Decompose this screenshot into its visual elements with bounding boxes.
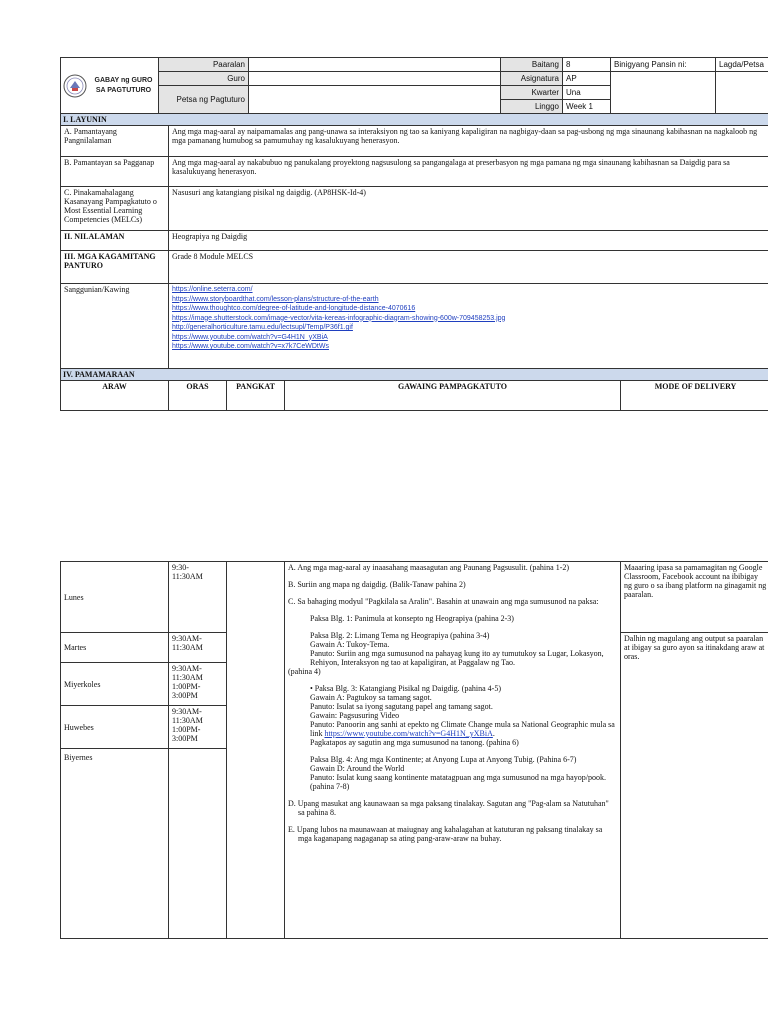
time-martes: 9:30AM- 11:30AM	[169, 633, 227, 663]
nilalaman-text: Heograpiya ng Daigdig	[169, 231, 768, 251]
guro-label: Guro	[159, 72, 249, 86]
paaralan-label: Paaralan	[159, 58, 249, 72]
activity-c: C. Sa bahaging modyul "Pagkilala sa Aralin". Basahin at unawain ang mga sumusunod na paksa:	[288, 597, 599, 606]
reference-link[interactable]: https://online.seterra.com/	[172, 286, 253, 293]
oras-column-header: ORAS	[169, 381, 227, 411]
time-lunes: 9:30- 11:30AM	[169, 562, 227, 633]
pamantayang-pangnilalaman-label: A. Pamantayang Pangnilalaman	[61, 126, 169, 157]
header-table	[60, 57, 768, 114]
reference-link[interactable]: https://www.youtube.com/watch?v=x7k7CeWDtWs	[172, 343, 329, 350]
gawain-column-header: GAWAING PAMPAGKATUTO	[285, 381, 621, 411]
guro-value[interactable]	[249, 72, 501, 86]
reference-link[interactable]: https://www.storyboardthat.com/lesson-plans/structure-of-the-earth	[172, 295, 379, 303]
paksa-4-panuto: Panuto: Isulat kung saang kontinente matatagpuan ang mga sumusunod na mga hayop/pook. (pahina 7-8)	[310, 773, 606, 791]
mode-delivery-2: Dalhin ng magulang ang output sa paaralan at ibigay sa guro ayon sa itinakdang araw at oras.	[621, 633, 768, 939]
paksa-2-pahina: (pahina 4)	[288, 667, 321, 676]
baitang-label: Baitang	[501, 58, 563, 72]
time-huwebes: 9:30AM- 11:30AM 1:00PM- 3:00PM	[169, 706, 227, 749]
day-huwebes: Huwebes	[61, 706, 169, 749]
pamantayan-sa-pagganap-label: B. Pamantayan sa Pagganap	[61, 157, 169, 187]
paksa-2-gawain: Gawain A: Tukoy-Tema.	[310, 640, 390, 649]
activity-e: E. Upang lubos na maunawaan at maiugnay ang kahalagahan at katuturan ng paksang tinalakay sa mga kaganapang nagaganap sa ating pang-araw-araw na buhay.	[288, 825, 603, 843]
kwarter-value[interactable]: Una	[563, 86, 611, 100]
nilalaman-label: II. NILALAMAN	[61, 231, 169, 251]
logo-cell	[61, 58, 159, 114]
paksa-3-gawain-a: Gawain A: Pagtukoy sa tamang sagot.	[310, 693, 432, 702]
reference-link[interactable]: https://www.youtube.com/watch?v=G4H1N_yXBiA	[172, 333, 328, 341]
melcs-text: Nasusuri ang katangiang pisikal ng daigdig. (AP8HSK-Id-4)	[169, 187, 768, 231]
binigyang-value[interactable]	[611, 72, 716, 114]
paksa-1: Paksa Blg. 1: Panimula at konsepto ng Heograpiya (pahina 2-3)	[310, 614, 514, 623]
day-lunes: Lunes	[61, 562, 169, 633]
schedule-table	[60, 561, 768, 939]
binigyang-label: Binigyang Pansin ni:	[611, 58, 716, 72]
lagda-value[interactable]	[716, 72, 768, 114]
paksa-2: Paksa Blg. 2: Limang Tema ng Heograpiya (pahina 3-4)	[310, 631, 490, 640]
deped-seal-icon	[63, 74, 87, 98]
day-biyernes: Biyernes	[61, 749, 169, 939]
paksa-3-panuto-text: Panuto: Panoorin ang sanhi at epekto ng Climate Change mula sa National Geographic mula sa link	[310, 720, 615, 738]
day-miyerkoles: Miyerkoles	[61, 663, 169, 706]
paksa-3-panuto-video: Panuto: Panoorin ang sanhi at epekto ng Climate Change mula sa National Geographic mula sa link https://www.youtube.com/watch?v=G4H1N_yXBiA.	[310, 720, 615, 738]
araw-column-header: ARAW	[61, 381, 169, 411]
reference-link[interactable]: http://generalhorticulture.tamu.edu/lectsupl/Temp/P36f1.gif	[172, 324, 353, 331]
pangkat-cell	[227, 562, 285, 939]
reference-link[interactable]: https://image.shutterstock.com/image-vector/vita-kereas-infographic-diagram-showing-600w-709458253.jpg	[172, 314, 506, 322]
asignatura-label: Asignatura	[501, 72, 563, 86]
lagda-label: Lagda/Petsa	[716, 58, 768, 72]
logo-text: GABAY ng GURO SA PAGTUTURO	[94, 76, 153, 94]
paksa-3-panuto: Panuto: Isulat sa iyong sagutang papel ang tamang sagot.	[310, 702, 493, 711]
mode-column-header: MODE OF DELIVERY	[621, 381, 768, 411]
activity-a: A. Ang mga mag-aaral ay inaasahang maasagutan ang Paunang Pagsusulit. (pahina 1-2)	[288, 563, 570, 572]
pamantayan-sa-pagganap-text: Ang mga mag-aaral ay nakabubuo ng panukalang proyektong nagsusulong sa pangangalaga at preserbasyon ng mga pamana ng mga sinaunang kabihasnan sa Daigdig para sa kasalukuyang henerasyon.	[169, 157, 768, 187]
linggo-label: Linggo	[501, 100, 563, 114]
kwarter-label: Kwarter	[501, 86, 563, 100]
gawain-cell	[285, 562, 621, 939]
pamantayang-pangnilalaman-text: Ang mga mag-aaral ay naipamamalas ang pang-unawa sa interaksiyon ng tao sa kaniyang kapaligiran na nagbigay-daan sa pag-usbong ng mga sinaunang kabihasnan na nagkaloob ng mga pamanang humubog sa pamumuhay ng kasalukuyang henerasyon.	[169, 126, 768, 157]
time-biyernes	[169, 749, 227, 939]
main-table	[60, 113, 768, 411]
pangkat-column-header: PANGKAT	[227, 381, 285, 411]
linggo-value[interactable]: Week 1	[563, 100, 611, 114]
activity-d: D. Upang masukat ang kaunawaan sa mga paksang tinalakay. Sagutan ang "Pag-alam sa Natutuhan" sa pahina 8.	[288, 799, 609, 817]
paksa-2-panuto: Panuto: Suriin ang mga sumusunod na pahayag kung ito ay tumutukoy sa Lugar, Lokasyon, Rehiyon, Interaksyon ng tao at kapaligiran, at Paggalaw ng Tao.	[310, 649, 604, 667]
paksa-3-tanong: Pagkatapos ay sagutin ang mga sumusunod na tanong. (pahina 6)	[310, 738, 519, 747]
kagamitan-text: Grade 8 Module MELCS	[169, 251, 768, 284]
sanggunian-links	[169, 284, 768, 369]
baitang-value[interactable]: 8	[563, 58, 611, 72]
paksa-3: • Paksa Blg. 3: Katangiang Pisikal ng Daigdig. (pahina 4-5)	[310, 684, 501, 693]
mode-delivery-1: Maaaring ipasa sa pamamagitan ng Google Classroom, Facebook account na ibibigay ng guro o sa ibang platform na ginagamit ng paaralan.	[621, 562, 768, 633]
layunin-heading: I. LAYUNIN	[61, 114, 768, 126]
kagamitan-label: III. MGA KAGAMITANG PANTURO	[61, 251, 169, 284]
melcs-label: C. Pinakamahalagang Kasanayang Pampagkatuto o Most Essential Learning Competencies (MELCs)	[61, 187, 169, 231]
paksa-4: Paksa Blg. 4: Ang mga Kontinente; at Anyong Lupa at Anyong Tubig. (Pahina 6-7)	[310, 755, 577, 764]
asignatura-value[interactable]: AP	[563, 72, 611, 86]
sanggunian-label: Sanggunian/Kawing	[61, 284, 169, 369]
time-miyerkoles: 9:30AM- 11:30AM 1:00PM- 3:00PM	[169, 663, 227, 706]
reference-link[interactable]: https://www.thoughtco.com/degree-of-latitude-and-longitude-distance-4070616	[172, 305, 416, 312]
video-link[interactable]: https://www.youtube.com/watch?v=G4H1N_yXBiA	[324, 729, 493, 738]
activity-b: B. Suriin ang mapa ng daigdig. (Balik-Tanaw pahina 2)	[288, 580, 466, 589]
petsa-label: Petsa ng Pagtuturo	[159, 86, 249, 114]
petsa-value[interactable]	[249, 86, 501, 114]
pamamaraan-heading: IV. PAMAMARAAN	[61, 369, 768, 381]
paaralan-value[interactable]	[249, 58, 501, 72]
paksa-4-gawain: Gawain D: Around the World	[310, 764, 405, 773]
day-martes: Martes	[61, 633, 169, 663]
paksa-3-gawain-video: Gawain: Pagsusuring Video	[310, 711, 400, 720]
